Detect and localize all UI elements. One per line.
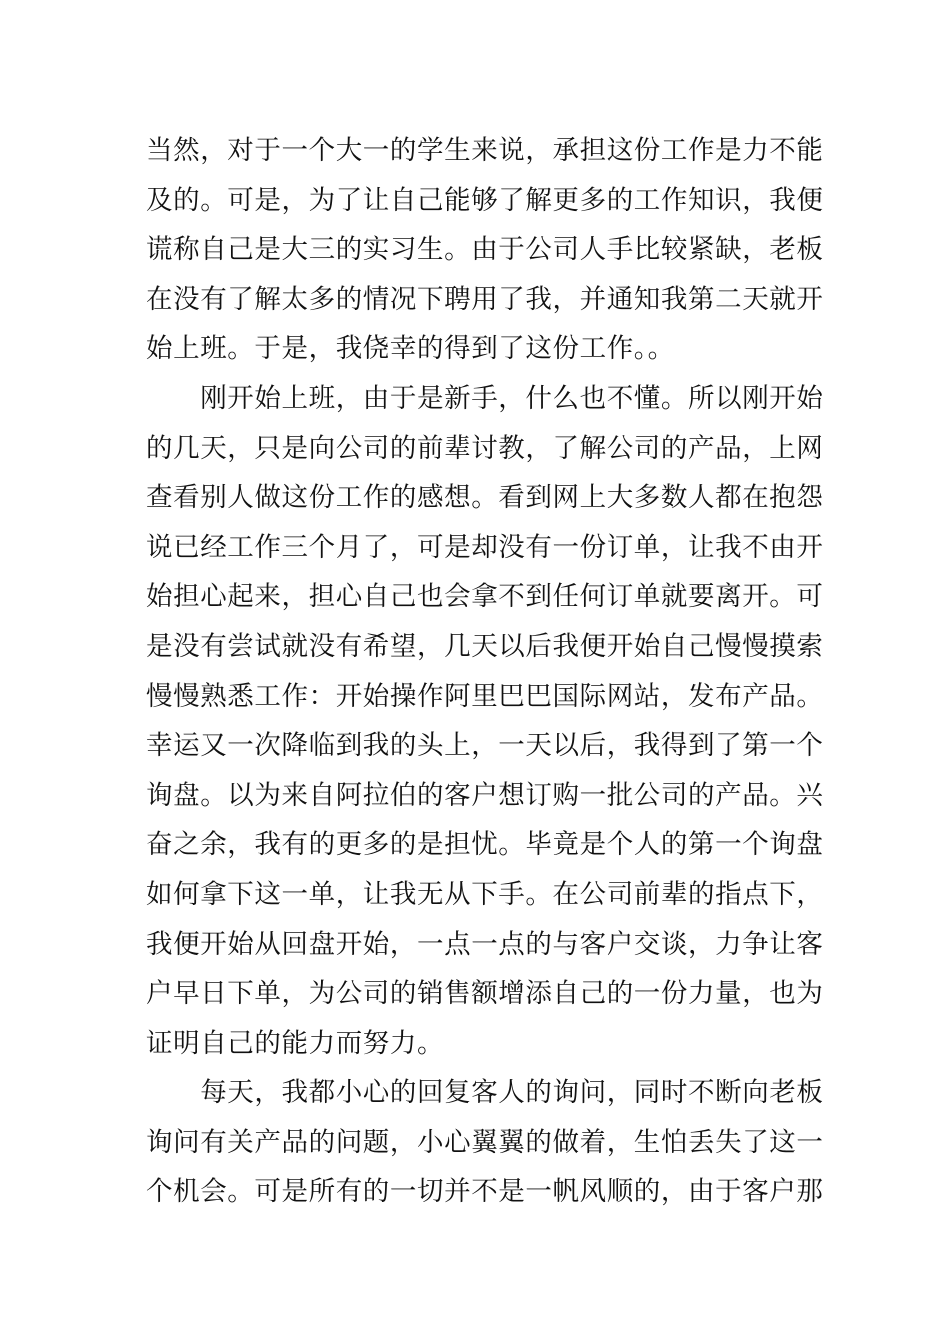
text-line: 证明自己的能力而努力。 — [146, 1027, 445, 1059]
text-line: 当然，对于一个大一的学生来说，承担这份工作是力不能 — [146, 135, 824, 166]
text-line: 慢慢熟悉工作：开始操作阿里巴巴国际网站，发布产品。 — [146, 680, 824, 712]
text-line: 在没有了解太多的情况下聘用了我，并通知我第二天就开 — [146, 283, 824, 315]
text-line: 户早日下单，为公司的销售额增添自己的一份力量，也为 — [146, 978, 824, 1010]
text-line: 始担心起来，担心自己也会拿不到任何订单就要离开。可 — [146, 581, 824, 613]
text-line: 及的。可是，为了让自己能够了解更多的工作知识，我便 — [146, 184, 824, 216]
text-line: 幸运又一次降临到我的头上，一天以后，我得到了第一个 — [146, 730, 824, 762]
body-text — [146, 126, 824, 1217]
text-line: 每天，我都小心的回复客人的询问，同时不断向老板 — [146, 1077, 824, 1109]
text-line: 的几天，只是向公司的前辈讨教，了解公司的产品，上网 — [146, 432, 824, 464]
text-line: 如何拿下这一单，让我无从下手。在公司前辈的指点下， — [146, 878, 824, 910]
text-line: 询问有关产品的问题，小心翼翼的做着，生怕丢失了这一 — [146, 1126, 824, 1158]
text-line: 查看别人做这份工作的感想。看到网上大多数人都在抱怨 — [146, 482, 824, 514]
text-line: 询盘。以为来自阿拉伯的客户想订购一批公司的产品。兴 — [146, 779, 824, 811]
text-line: 说已经工作三个月了，可是却没有一份订单，让我不由开 — [146, 531, 824, 563]
text-line: 个机会。可是所有的一切并不是一帆风顺的，由于客户那 — [146, 1176, 824, 1208]
text-line: 我便开始从回盘开始，一点一点的与客户交谈，力争让客 — [146, 928, 824, 960]
text-line: 始上班。于是，我侥幸的得到了这份工作。。 — [146, 333, 675, 365]
text-line: 刚开始上班，由于是新手，什么也不懂。所以刚开始 — [146, 382, 824, 414]
text-line: 奋之余，我有的更多的是担忧。毕竟是个人的第一个询盘 — [146, 829, 824, 861]
text-line: 是没有尝试就没有希望，几天以后我便开始自己慢慢摸索 — [146, 630, 824, 662]
text-line: 谎称自己是大三的实习生。由于公司人手比较紧缺，老板 — [146, 234, 824, 266]
